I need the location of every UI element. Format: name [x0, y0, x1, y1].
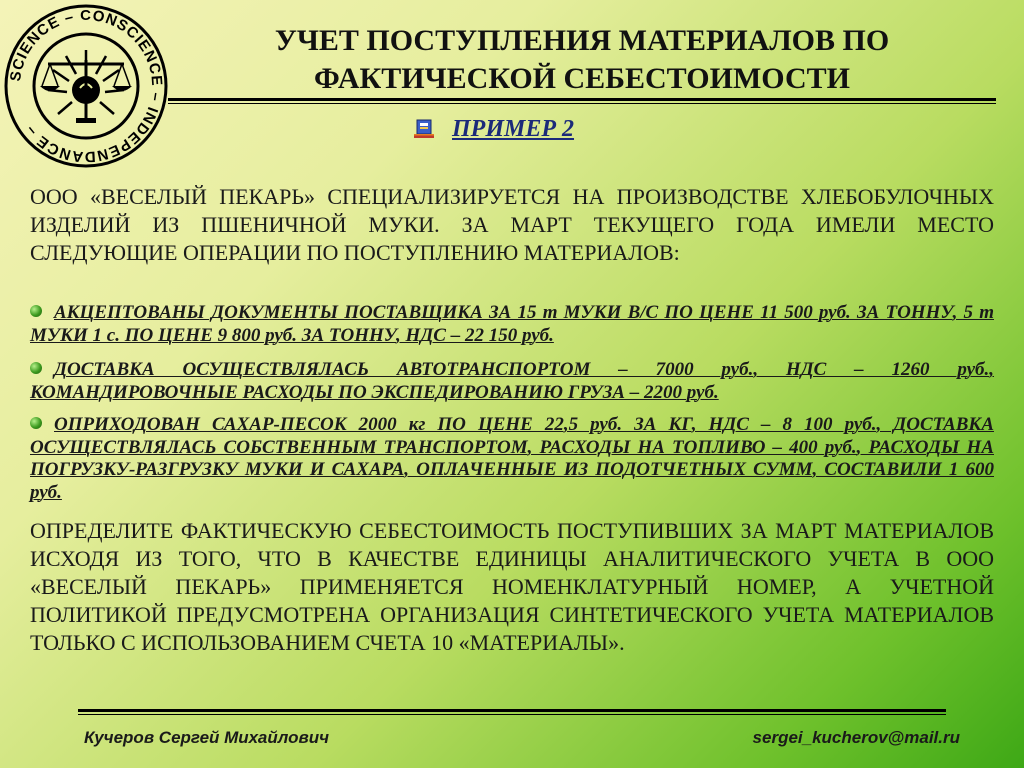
green-bullet-icon — [30, 362, 42, 374]
footer-divider-thin — [78, 714, 946, 715]
operation-text: ДОСТАВКА ОСУЩЕСТВЛЯЛАСЬ АВТОТРАНСПОРТОМ – 7000 руб., НДС – 1260 руб., КОМАНДИРОВОЧНЫЕ РАСХОДЫ ПО ЭКСПЕДИРОВАНИЮ ГРУЗА – 2200 руб. — [30, 359, 994, 403]
scales-sun-emblem-icon — [2, 2, 170, 170]
operation-item — [30, 359, 994, 404]
operation-item — [30, 414, 994, 504]
operation-text: ОПРИХОДОВАН САХАР-ПЕСОК 2000 кг ПО ЦЕНЕ 22,5 руб. ЗА КГ, НДС – 8 100 руб., ДОСТАВКА ОСУЩЕСТВЛЯЛАСЬ СОБСТВЕННЫМ ТРАНСПОРТОМ, РАСХОДЫ НА ТОПЛИВО – 400 руб., РАСХОДЫ НА ПОГРУЗКУ-РАЗГРУЗКУ МУКИ И САХАРА, ОПЛАЧЕННЫЕ ИЗ ПОДОТЧЕТНЫХ СУММ, СОСТАВИЛИ 1 600 руб. — [30, 414, 994, 503]
logo-ring-text: SCIENCE – CONSCIENCE – INDEPENDANCE – — [7, 6, 166, 166]
slide-title-line1: УЧЕТ ПОСТУПЛЕНИЯ МАТЕРИАЛОВ ПО — [274, 24, 890, 57]
footer-email: sergei_kucherov@mail.ru — [752, 728, 960, 747]
operation-item — [30, 302, 994, 347]
example-label: ПРИМЕР 2 — [452, 115, 575, 142]
operation-text: АКЦЕПТОВАНЫ ДОКУМЕНТЫ ПОСТАВЩИКА ЗА 15 т МУКИ В/С ПО ЦЕНЕ 11 500 руб. ЗА ТОННУ, 5 т МУКИ 1 с. ПО ЦЕНЕ 9 800 руб. ЗА ТОННУ, НДС – 22 150 руб. — [30, 302, 994, 346]
intro-paragraph: ООО «ВЕСЕЛЫЙ ПЕКАРЬ» СПЕЦИАЛИЗИРУЕТСЯ НА ПРОИЗВОДСТВЕ ХЛЕБОБУЛОЧНЫХ ИЗДЕЛИЙ ИЗ ПШЕНИЧНОЙ МУКИ. ЗА МАРТ ТЕКУЩЕГО ГОДА ИМЕЛИ МЕСТО СЛЕДУЮЩИЕ ОПЕРАЦИИ ПО ПОСТУПЛЕНИЮ МАТЕРИАЛОВ: — [30, 184, 994, 265]
example-subheading — [412, 114, 574, 144]
title-divider-thick — [168, 98, 996, 101]
slide-title — [170, 22, 994, 98]
green-bullet-icon — [30, 305, 42, 317]
task-paragraph: ОПРЕДЕЛИТЕ ФАКТИЧЕСКУЮ СЕБЕСТОИМОСТЬ ПОСТУПИВШИХ ЗА МАРТ МАТЕРИАЛОВ ИСХОДЯ ИЗ ТОГО, ЧТО В КАЧЕСТВЕ ЕДИНИЦЫ АНАЛИТИЧЕСКОГО УЧЕТА В ООО «ВЕСЕЛЫЙ ПЕКАРЬ» ПРИМЕНЯЕТСЯ НОМЕНКЛАТУРНЫЙ НОМЕР, А УЧЕТНОЙ ПОЛИТИКОЙ ПРЕДУСМОТРЕНА ОРГАНИЗАЦИЯ СИНТЕТИЧЕСКОГО УЧЕТА МАТЕРИАЛОВ ТОЛЬКО С ИСПОЛЬЗОВАНИЕМ СЧЕТА 10 «МАТЕРИАЛЫ». — [30, 518, 994, 655]
title-divider-thin — [168, 103, 996, 104]
slide-title-line2: ФАКТИЧЕСКОЙ СЕБЕСТОИМОСТИ — [313, 62, 850, 95]
green-bullet-icon — [30, 417, 42, 429]
footer-divider-thick — [78, 709, 946, 712]
footer-author: Кучеров Сергей Михайлович — [84, 728, 330, 747]
presentation-bullet-icon — [412, 117, 438, 141]
